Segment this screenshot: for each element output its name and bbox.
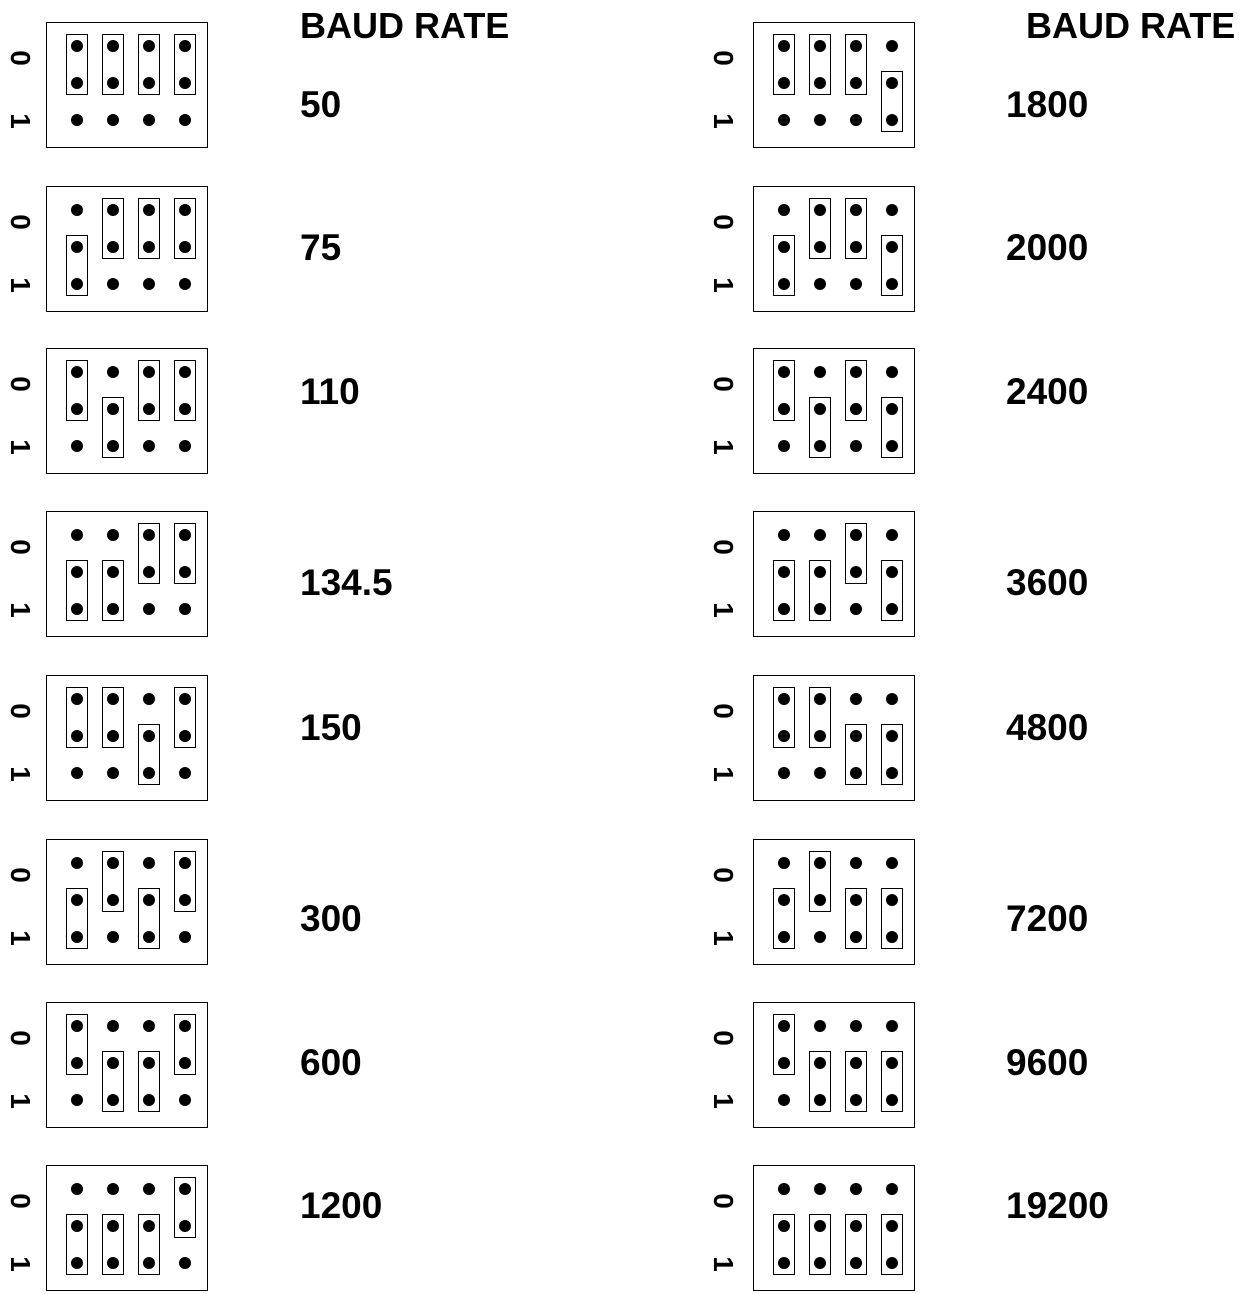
axis-label-1: 1 xyxy=(708,930,739,946)
axis-label-0: 0 xyxy=(5,539,36,555)
axis-label-0: 0 xyxy=(708,1193,739,1209)
jumper-bottom xyxy=(102,1214,124,1275)
jumper-block xyxy=(46,1165,208,1291)
baud-rate-value: 300 xyxy=(300,898,362,939)
jumper-bottom xyxy=(66,235,88,296)
pin-dot xyxy=(107,1020,119,1032)
baud-rate-header-left: BAUD RATE xyxy=(300,5,510,46)
jumper-top xyxy=(66,34,88,95)
baud-rate-value: 4800 xyxy=(1006,707,1089,748)
pin-dot xyxy=(886,1020,898,1032)
pin-dot xyxy=(850,1183,862,1195)
baud-rate-value: 75 xyxy=(300,227,342,268)
jumper-top xyxy=(102,34,124,95)
jumper-block xyxy=(753,1002,915,1128)
pin-dot xyxy=(886,693,898,705)
jumper-bottom xyxy=(881,71,903,132)
pin-dot xyxy=(179,1257,191,1269)
pin-dot xyxy=(143,857,155,869)
axis-label-1: 1 xyxy=(5,930,36,946)
baud-rate-value: 7200 xyxy=(1006,898,1089,939)
pin-dot xyxy=(107,529,119,541)
jumper-bottom xyxy=(66,1214,88,1275)
pin-dot xyxy=(886,40,898,52)
jumper-bottom xyxy=(138,1051,160,1112)
jumper-top xyxy=(174,523,196,584)
baud-rate-value: 2400 xyxy=(1006,371,1089,412)
axis-label-0: 0 xyxy=(708,1030,739,1046)
pin-dot xyxy=(143,1020,155,1032)
pin-dot xyxy=(850,693,862,705)
pin-dot xyxy=(814,1183,826,1195)
axis-label-0: 0 xyxy=(708,703,739,719)
jumper-top xyxy=(845,34,867,95)
jumper-bottom xyxy=(138,888,160,949)
jumper-bottom xyxy=(66,560,88,621)
pin-dot xyxy=(143,603,155,615)
axis-label-0: 0 xyxy=(708,50,739,66)
axis-label-0: 0 xyxy=(5,703,36,719)
jumper-bottom xyxy=(773,560,795,621)
pin-dot xyxy=(107,114,119,126)
jumper-bottom xyxy=(881,888,903,949)
jumper-top xyxy=(773,360,795,421)
jumper-block xyxy=(46,511,208,637)
axis-label-0: 0 xyxy=(5,867,36,883)
jumper-top xyxy=(138,198,160,259)
jumper-top xyxy=(845,360,867,421)
pin-dot xyxy=(778,857,790,869)
jumper-bottom xyxy=(66,888,88,949)
pin-dot xyxy=(814,1020,826,1032)
pin-dot xyxy=(886,1183,898,1195)
pin-dot xyxy=(814,278,826,290)
jumper-bottom xyxy=(809,1051,831,1112)
axis-label-1: 1 xyxy=(708,439,739,455)
jumper-top xyxy=(138,360,160,421)
axis-label-1: 1 xyxy=(5,766,36,782)
jumper-top xyxy=(174,198,196,259)
axis-label-1: 1 xyxy=(708,602,739,618)
jumper-bottom xyxy=(809,397,831,458)
pin-dot xyxy=(850,440,862,452)
baud-rate-value: 110 xyxy=(300,371,360,412)
jumper-bottom xyxy=(881,1214,903,1275)
jumper-block xyxy=(46,348,208,474)
jumper-bottom xyxy=(773,888,795,949)
jumper-block xyxy=(753,348,915,474)
pin-dot xyxy=(71,1183,83,1195)
jumper-bottom xyxy=(102,560,124,621)
jumper-bottom xyxy=(809,1214,831,1275)
jumper-block xyxy=(46,675,208,801)
baud-rate-value: 50 xyxy=(300,84,342,125)
pin-dot xyxy=(107,767,119,779)
jumper-block xyxy=(46,22,208,148)
axis-label-1: 1 xyxy=(5,277,36,293)
jumper-top xyxy=(845,198,867,259)
jumper-block xyxy=(46,1002,208,1128)
pin-dot xyxy=(179,931,191,943)
pin-dot xyxy=(143,278,155,290)
jumper-bottom xyxy=(845,1214,867,1275)
pin-dot xyxy=(886,529,898,541)
pin-dot xyxy=(886,857,898,869)
pin-dot xyxy=(778,767,790,779)
pin-dot xyxy=(850,114,862,126)
pin-dot xyxy=(143,114,155,126)
pin-dot xyxy=(850,857,862,869)
pin-dot xyxy=(778,529,790,541)
axis-label-1: 1 xyxy=(5,1256,36,1272)
axis-label-0: 0 xyxy=(708,214,739,230)
axis-label-1: 1 xyxy=(708,1256,739,1272)
pin-dot xyxy=(179,1094,191,1106)
pin-dot xyxy=(814,931,826,943)
axis-label-0: 0 xyxy=(5,50,36,66)
pin-dot xyxy=(71,529,83,541)
jumper-block xyxy=(753,839,915,965)
jumper-top xyxy=(845,523,867,584)
jumper-top xyxy=(66,687,88,748)
pin-dot xyxy=(886,204,898,216)
jumper-top xyxy=(174,851,196,912)
baud-rate-value: 9600 xyxy=(1006,1042,1089,1083)
pin-dot xyxy=(778,440,790,452)
pin-dot xyxy=(143,1183,155,1195)
jumper-top xyxy=(809,851,831,912)
pin-dot xyxy=(107,278,119,290)
jumper-bottom xyxy=(138,1214,160,1275)
axis-label-0: 0 xyxy=(708,539,739,555)
axis-label-1: 1 xyxy=(5,602,36,618)
pin-dot xyxy=(71,440,83,452)
pin-dot xyxy=(179,114,191,126)
jumper-bottom xyxy=(881,724,903,785)
jumper-block xyxy=(46,186,208,312)
jumper-top xyxy=(138,523,160,584)
jumper-bottom xyxy=(845,888,867,949)
pin-dot xyxy=(778,114,790,126)
jumper-bottom xyxy=(102,397,124,458)
jumper-bottom xyxy=(881,235,903,296)
pin-dot xyxy=(179,767,191,779)
pin-dot xyxy=(179,603,191,615)
pin-dot xyxy=(71,204,83,216)
jumper-top xyxy=(102,851,124,912)
jumper-bottom xyxy=(773,235,795,296)
pin-dot xyxy=(179,440,191,452)
pin-dot xyxy=(814,767,826,779)
pin-dot xyxy=(778,204,790,216)
jumper-top xyxy=(102,198,124,259)
pin-dot xyxy=(814,366,826,378)
pin-dot xyxy=(850,1020,862,1032)
baud-rate-value: 1800 xyxy=(1006,84,1089,125)
baud-rate-value: 1200 xyxy=(300,1185,383,1226)
jumper-bottom xyxy=(881,397,903,458)
jumper-top xyxy=(174,360,196,421)
jumper-top xyxy=(66,360,88,421)
jumper-bottom xyxy=(845,1051,867,1112)
axis-label-1: 1 xyxy=(708,113,739,129)
pin-dot xyxy=(850,603,862,615)
jumper-block xyxy=(753,675,915,801)
baud-rate-value: 2000 xyxy=(1006,227,1089,268)
jumper-top xyxy=(66,1014,88,1075)
pin-dot xyxy=(179,278,191,290)
axis-label-1: 1 xyxy=(708,766,739,782)
pin-dot xyxy=(71,767,83,779)
jumper-block xyxy=(46,839,208,965)
pin-dot xyxy=(778,1094,790,1106)
pin-dot xyxy=(143,440,155,452)
jumper-top xyxy=(174,1014,196,1075)
jumper-bottom xyxy=(138,724,160,785)
jumper-bottom xyxy=(881,560,903,621)
jumper-top xyxy=(773,1014,795,1075)
axis-label-1: 1 xyxy=(5,439,36,455)
jumper-top xyxy=(102,687,124,748)
axis-label-0: 0 xyxy=(5,376,36,392)
axis-label-0: 0 xyxy=(708,376,739,392)
pin-dot xyxy=(71,114,83,126)
axis-label-0: 0 xyxy=(5,214,36,230)
jumper-block xyxy=(753,186,915,312)
jumper-block xyxy=(753,511,915,637)
jumper-top xyxy=(174,34,196,95)
jumper-block xyxy=(753,22,915,148)
baud-rate-value: 600 xyxy=(300,1042,362,1083)
jumper-top xyxy=(773,687,795,748)
jumper-top xyxy=(809,687,831,748)
jumper-top xyxy=(174,1177,196,1238)
axis-label-1: 1 xyxy=(708,1093,739,1109)
axis-label-1: 1 xyxy=(708,277,739,293)
pin-dot xyxy=(814,529,826,541)
baud-rate-value: 19200 xyxy=(1006,1185,1109,1226)
pin-dot xyxy=(107,931,119,943)
axis-label-1: 1 xyxy=(5,1093,36,1109)
pin-dot xyxy=(814,114,826,126)
baud-rate-header-right: BAUD RATE xyxy=(1026,5,1236,46)
baud-rate-value: 150 xyxy=(300,707,362,748)
jumper-top xyxy=(773,34,795,95)
axis-label-0: 0 xyxy=(5,1030,36,1046)
jumper-block xyxy=(753,1165,915,1291)
jumper-bottom xyxy=(809,560,831,621)
pin-dot xyxy=(107,1183,119,1195)
pin-dot xyxy=(107,366,119,378)
pin-dot xyxy=(143,693,155,705)
baud-rate-value: 134.5 xyxy=(300,562,393,603)
jumper-top xyxy=(174,687,196,748)
axis-label-0: 0 xyxy=(708,867,739,883)
jumper-bottom xyxy=(773,1214,795,1275)
jumper-top xyxy=(809,198,831,259)
axis-label-0: 0 xyxy=(5,1193,36,1209)
pin-dot xyxy=(71,1094,83,1106)
pin-dot xyxy=(886,366,898,378)
axis-label-1: 1 xyxy=(5,113,36,129)
jumper-bottom xyxy=(881,1051,903,1112)
pin-dot xyxy=(850,278,862,290)
baud-rate-value: 3600 xyxy=(1006,562,1089,603)
pin-dot xyxy=(778,1183,790,1195)
jumper-bottom xyxy=(845,724,867,785)
jumper-top xyxy=(809,34,831,95)
jumper-top xyxy=(138,34,160,95)
jumper-bottom xyxy=(102,1051,124,1112)
pin-dot xyxy=(71,857,83,869)
